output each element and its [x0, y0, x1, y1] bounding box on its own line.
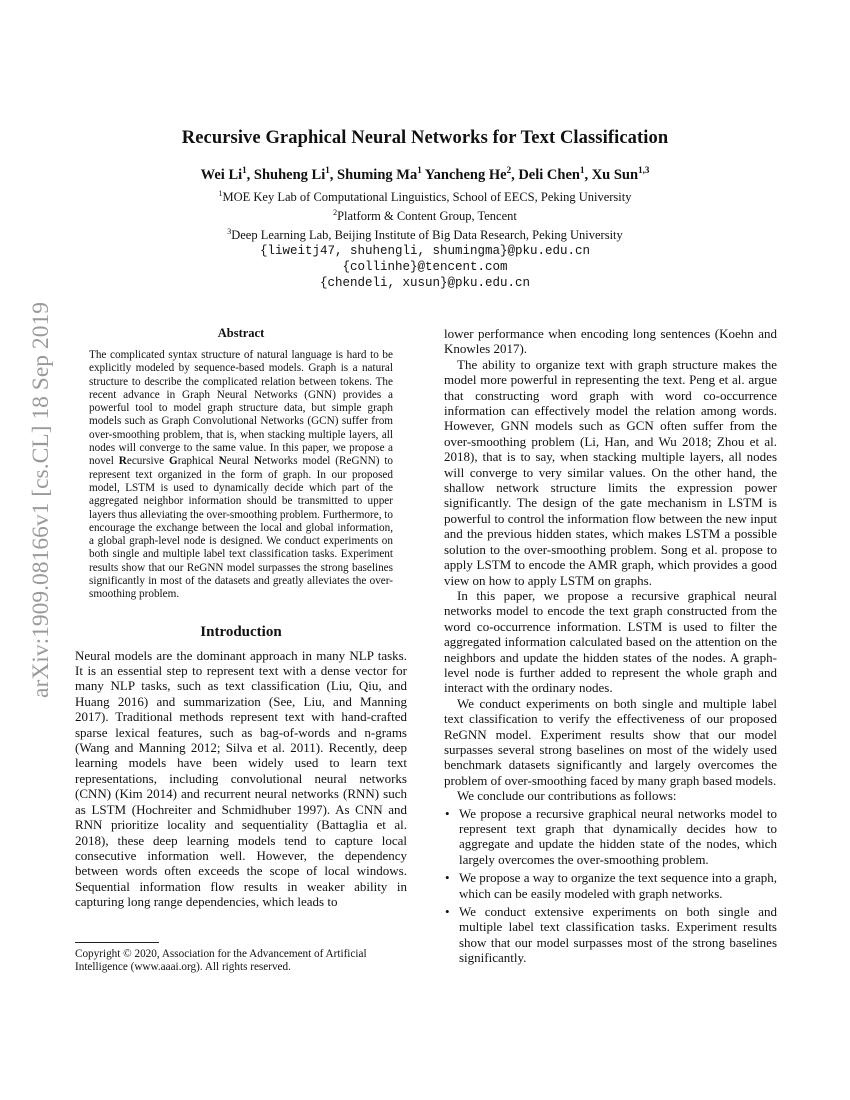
left-column	[75, 326, 407, 910]
contributions-list	[444, 806, 777, 966]
intro-paragraph-continued: lower performance when encoding long sentences (Koehn and Knowles 2017).	[444, 326, 777, 357]
intro-paragraph: The ability to organize text with graph structure makes the model more powerful in representing the text. Peng et al. argue that constructing word graph with word co-occurrence information can effectively model the relation among words. However, GNN models such as GCN often suffer from the over-smoothing problem (Li, Han, and Wu 2018; Zhou et al. 2018), that is to say, when stacking multiple layers, all nodes will converge to very similar values. On the other hand, the shallow network structure limits the expression power significantly. The design of the gate mechanism in LSTM is powerful to control the information flow between the new input and the previous hidden states, which makes LSTM a possible solution to the over-smoothing problem. Song et al. propose to apply LSTM to encode the AMR graph, which provides a good view on how to apply LSTM on graphs.	[444, 356, 777, 588]
paper-title: Recursive Graphical Neural Networks for Text Classification	[181, 128, 669, 148]
email-line: {collinhe}@tencent.com	[342, 260, 508, 275]
author: Shuming Ma$^1$	[337, 165, 422, 183]
abstract-body: The complicated syntax structure of natural language is hard to be explicitly modeled by sequence-based models. Graph is a natural structure to describe the complicated relation between tokens. The recent advance in Graph Neural Networks (GNN) provides a powerful tool to model graph structure data, but simple graph models such as Graph Convolutional Networks (GCN) suffer from over-smoothing problem, that is, when stacking multiple layers, all nodes will converge to the same value. In this paper, we propose a novel Recursive Graphical Neural Networks model (ReGNN) to represent text organized in the form of graph. In our proposed model, LSTM is used to dynamically decide which part of the aggregated neighbor information should be transmitted to upper layers thus alleviating the over-smoothing problem. Furthermore, to encourage the exchange between the local and global information, a global graph-level node is designed. We conduct experiments on both single and multiple label text classification tasks. Experiment results show that our ReGNN model surpasses the strong baselines significantly in most of the datasets and greatly alleviates the over-smoothing problem.	[89, 349, 394, 601]
list-item: • We propose a recursive graphical neural networks model to represent text graph that dynamically decides how to aggregate and update the hidden state of the nodes, which largely overcomes the over-smoothing problem.	[445, 805, 777, 867]
bullet-icon: •	[445, 904, 450, 920]
footnote-rule	[75, 942, 159, 943]
arxiv-side-stamp	[12, 300, 62, 700]
intro-paragraph: In this paper, we propose a recursive graphical neural networks model to encode the text graph constructed from the word co-occurrence information. LSTM is used to filter the aggregated information calculated based on the attention on the neighbors and update the hidden states of the nodes. A graph-level node is further added to represent the whole graph and interact with the ordinary nodes.	[444, 587, 777, 696]
bullet-icon: •	[445, 805, 450, 821]
copyright-symbol: ©	[123, 948, 132, 960]
author: Wei Li$^1$,	[200, 165, 254, 183]
email-line: {chendeli, xusun}@pku.edu.cn	[319, 276, 531, 291]
author: Xu Sun$^{1,3}$	[591, 165, 650, 183]
affiliation: $^1$MOE Key Lab of Computational Linguistics, School of EECS, Peking University	[218, 188, 632, 204]
author: Yancheng He$^2$,	[424, 165, 519, 183]
copyright-footnote: Copyright © 2020, Association for the Advancement of Artificial Intelligence (www.aaai.org). All rights reserved.	[75, 948, 367, 973]
intro-paragraph: We conduct experiments on both single and multiple label text classification to verify the effectiveness of our proposed ReGNN model. Experiment results show that our model surpasses several strong baselines on most of the widely used benchmark datasets significantly and largely overcomes the problem of over-smoothing faced by many graph based models.	[444, 695, 777, 788]
intro-paragraph: Neural models are the dominant approach in many NLP tasks. It is an essential step to represent text with a dense vector for many NLP tasks, such as text classification (Liu, Qiu, and Huang 2016) and summarization (See, Liu, and Manning 2017). Traditional methods represent text with hand-crafted sparse lexical features, such as bag-of-words and n-grams (Wang and Manning 2012; Silva et al. 2011). Recently, deep learning models have been widely used to learn text representations, including convolutional neural networks (CNN) (Kim 2014) and recurrent neural networks (RNN) such as LSTM (Hochreiter and Schmidhuber 1997). As CNN and RNN prioritize locality and sequentiality (Battaglia et al. 2018), these deep learning models tend to capture local consecutive information well. However, the dependency between words often exceeds the scope of local windows. Sequential information flow results in weaker ability in capturing long range dependencies, which leads to	[75, 647, 407, 910]
arxiv-stamp-text: arXiv:1909.08166v1 [cs.CL] 18 Sep 2019	[28, 310, 53, 698]
bullet-icon: •	[445, 870, 450, 886]
list-item: • We propose a way to organize the text sequence into a graph, which can be easily modeled with graph networks.	[445, 870, 777, 901]
affiliation: $^2$Platform & Content Group, Tencent	[333, 207, 517, 224]
abstract-heading: Abstract	[217, 326, 265, 340]
list-item: • We conduct extensive experiments on both single and multiple label text classification tasks. Experiment results show that our model surpasses most of the strong baselines significantly.	[445, 904, 777, 966]
intro-paragraph: We conclude our contributions as follows:	[457, 788, 677, 804]
email-line: {liweitj47, shuhengli, shumingma}@pku.edu.cn	[259, 244, 591, 259]
author: Deli Chen$^1$,	[518, 165, 592, 183]
paper-header	[0, 128, 850, 291]
author-list	[0, 165, 850, 184]
introduction-heading: Introduction	[200, 623, 282, 640]
right-column	[444, 326, 777, 969]
affiliation: $^3$Deep Learning Lab, Beijing Institute of Big Data Research, Peking University	[227, 227, 623, 243]
author: Shuheng Li$^1$,	[253, 165, 338, 183]
